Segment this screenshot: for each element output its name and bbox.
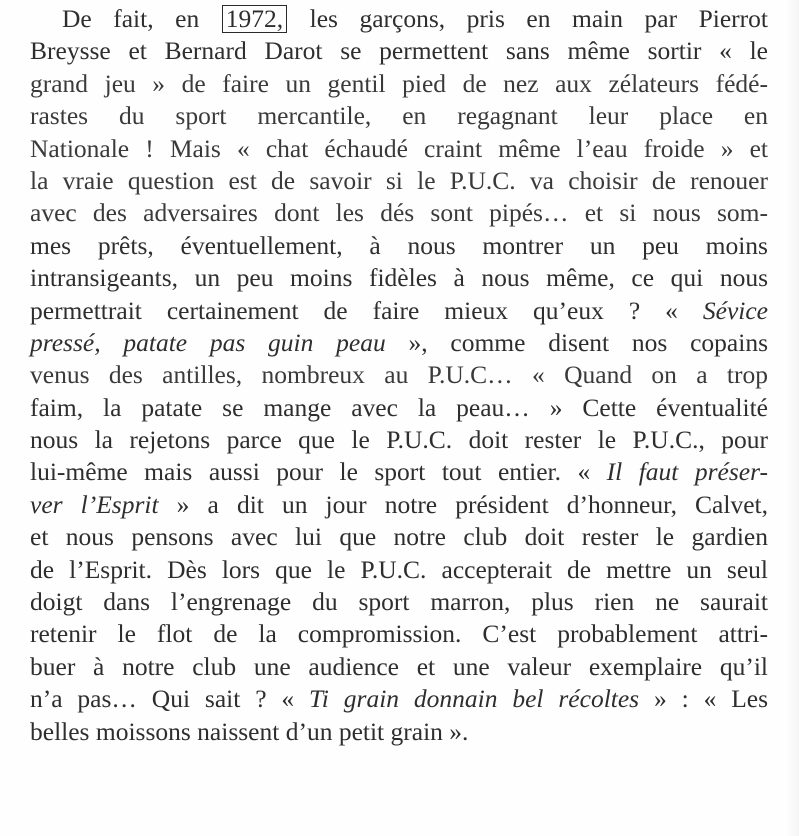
text-line — [30, 489, 768, 521]
body-paragraph — [30, 3, 768, 748]
text-line — [30, 295, 768, 327]
text-line: de l’Esprit. Dès lors que le P.U.C. accepterait de mettre un seul — [30, 554, 768, 584]
line-text: lui-même mais aussi pour le sport tout entier. « — [30, 457, 607, 487]
line-text: » : « Les — [639, 684, 769, 714]
scan-edge-shading — [785, 0, 799, 836]
italic-quote: pressé, patate pas guin peau — [30, 327, 386, 357]
line-text: De fait, en — [62, 4, 221, 33]
text-line: retenir le flot de la compromission. C’est probablement attri- — [30, 619, 768, 649]
text-line: belles moissons naissent d’un petit grain ». — [30, 716, 469, 746]
line-text: les garçons, pris en main par Pierrot — [288, 4, 768, 33]
text-line: intransigeants, un peu moins fidèles à nous même, ce qui nous — [30, 263, 768, 293]
text-line — [30, 456, 768, 488]
text-line — [30, 683, 768, 715]
text-line: Breysse et Bernard Darot se permettent sans même sortir « le — [30, 36, 768, 66]
italic-quote: Ti grain donnain bel récoltes — [309, 684, 640, 714]
text-line: venus des antilles, nombreux au P.U.C… « Quand on a trop — [30, 360, 768, 390]
text-line: nous la rejetons parce que le P.U.C. doit rester le P.U.C., pour — [30, 425, 768, 455]
line-text: » a dit un jour notre président d’honneur, Calvet, — [158, 489, 768, 519]
line-text: », comme disent nos copains — [385, 327, 768, 357]
text-line: et nous pensons avec lui que notre club doit rester le gardien — [30, 522, 768, 552]
text-line: rastes du sport mercantile, en regagnant leur place en — [30, 101, 768, 131]
text-line — [30, 3, 768, 35]
line-text: n’a pas… Qui sait ? « — [30, 684, 310, 714]
text-line: Nationale ! Mais « chat échaudé craint même l’eau froide » et — [30, 133, 768, 163]
text-line: buer à notre club une audience et une valeur exemplaire qu’il — [30, 651, 768, 681]
line-text: permettrait certainement de faire mieux qu’eux ? « — [30, 295, 703, 325]
boxed-year-annotation: 1972, — [222, 5, 287, 33]
text-line: doigt dans l’engrenage du sport marron, plus rien ne saurait — [30, 587, 768, 617]
text-line: mes prêts, éventuellement, à nous montrer un peu moins — [30, 230, 768, 260]
italic-quote: ver l’Esprit — [30, 489, 159, 519]
text-line: faim, la patate se mange avec la peau… » Cette éventualité — [30, 392, 768, 422]
italic-quote: Sévice — [702, 295, 768, 325]
text-line: la vraie question est de savoir si le P.U.C. va choisir de renouer — [30, 165, 768, 195]
text-line: avec des adversaires dont les dés sont pipés… et si nous som- — [30, 198, 768, 228]
text-line — [30, 327, 768, 359]
text-line: grand jeu » de faire un gentil pied de nez aux zélateurs fédé- — [30, 68, 768, 98]
italic-quote: Il faut préser- — [606, 457, 768, 487]
